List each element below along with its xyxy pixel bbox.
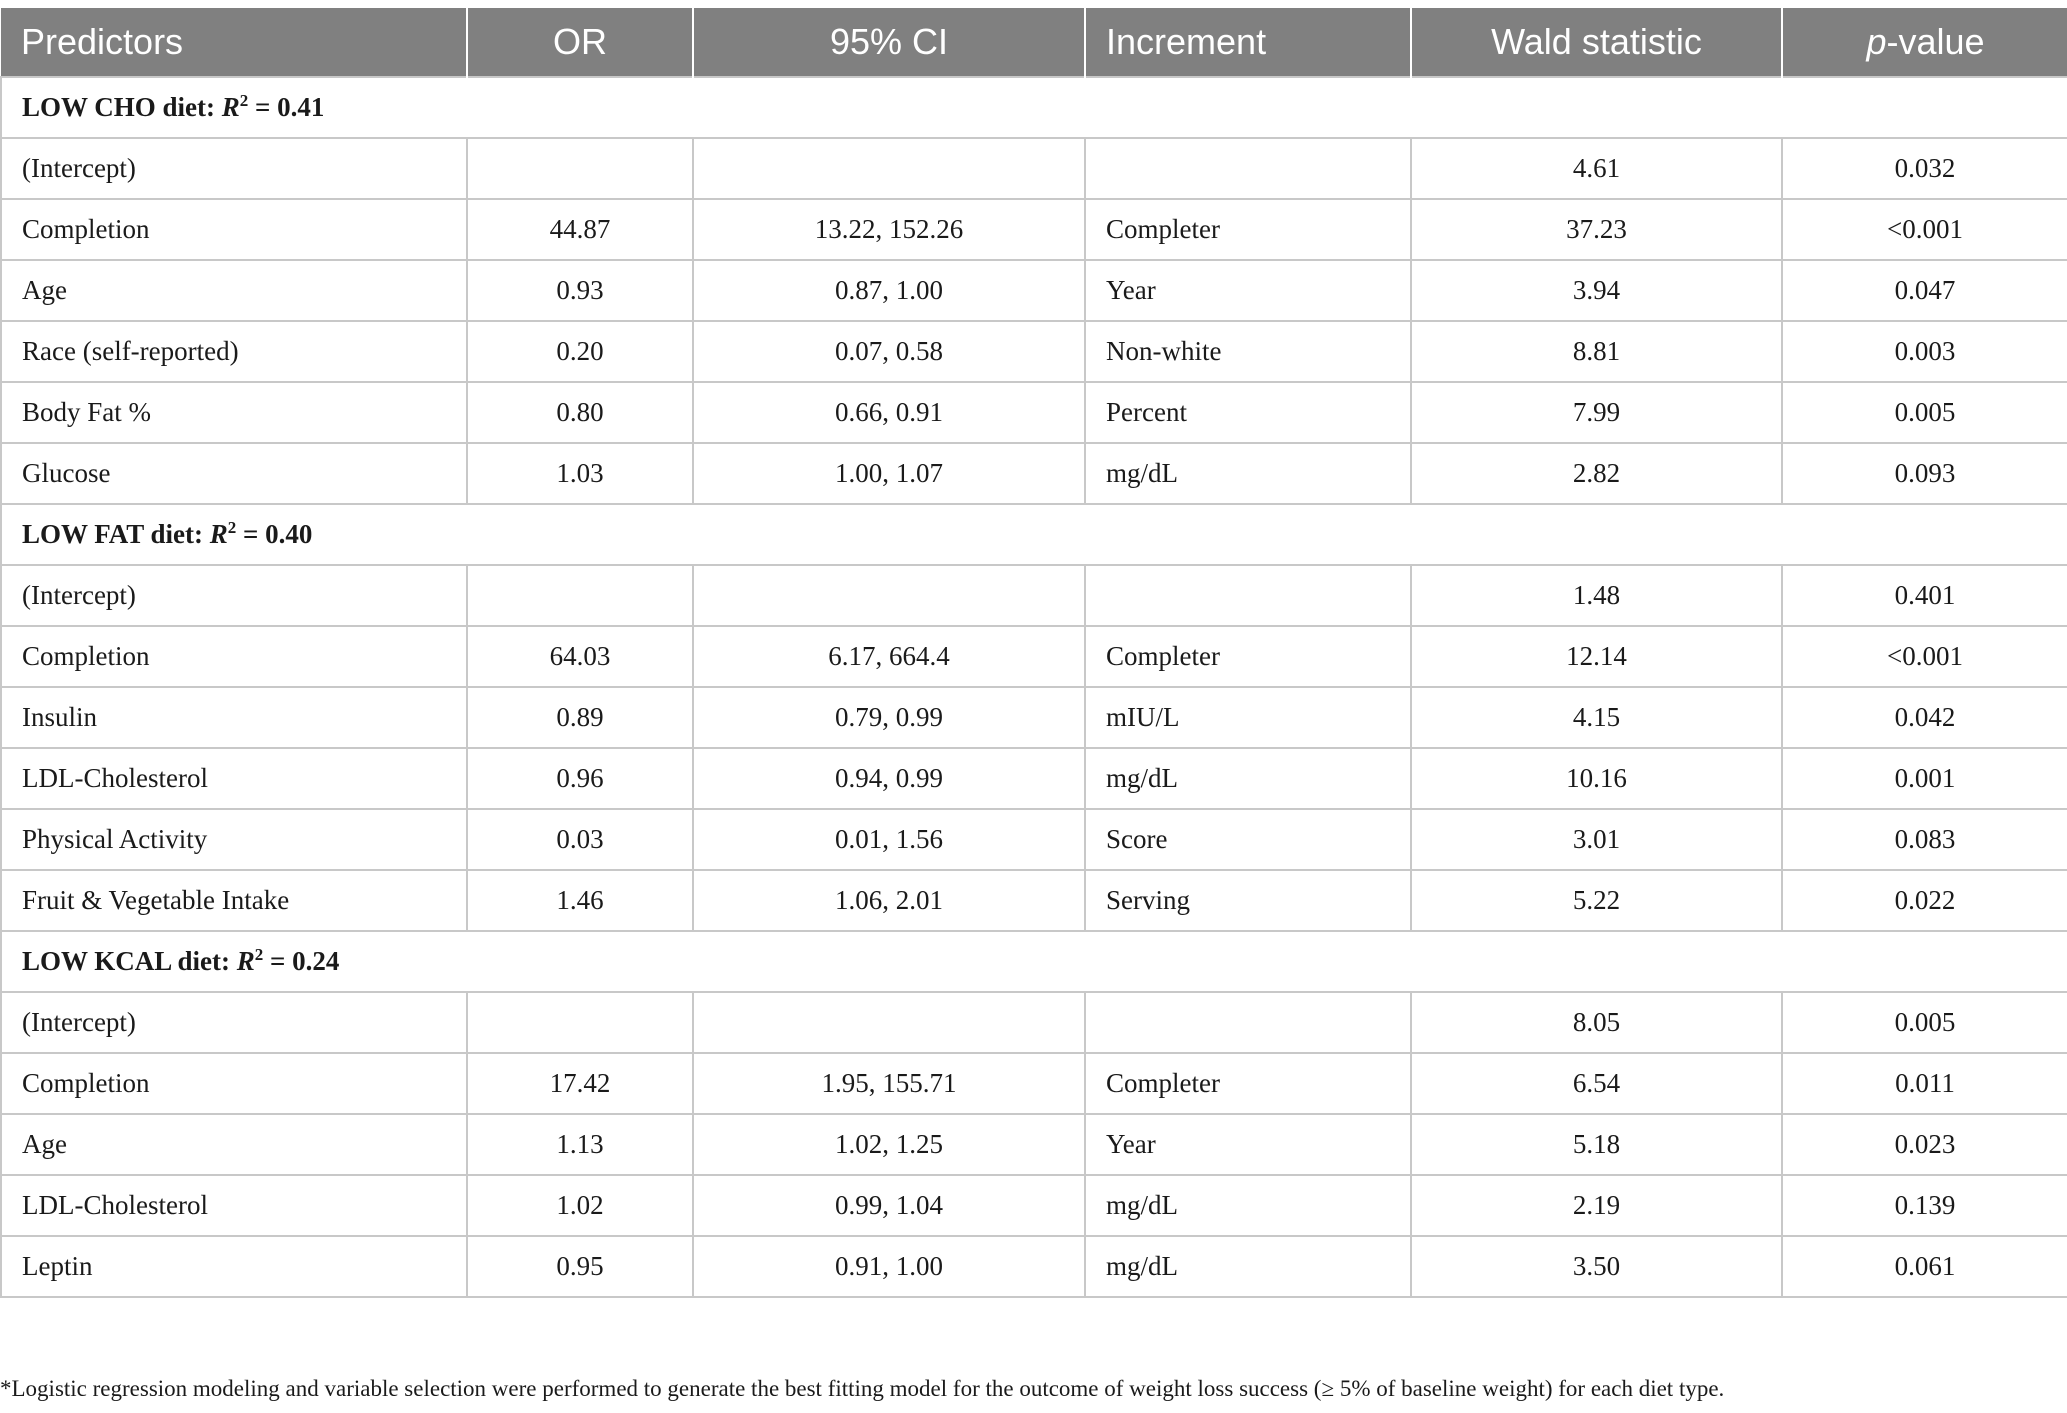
section-r-value: = 0.24 bbox=[263, 946, 340, 976]
cell-predictor: (Intercept) bbox=[1, 138, 467, 199]
table-row bbox=[1, 626, 2067, 687]
cell-pvalue: 0.022 bbox=[1782, 870, 2067, 931]
cell-ci: 6.17, 664.4 bbox=[693, 626, 1085, 687]
cell-pvalue: <0.001 bbox=[1782, 199, 2067, 260]
cell-predictor: Completion bbox=[1, 626, 467, 687]
cell-ci: 0.99, 1.04 bbox=[693, 1175, 1085, 1236]
cell-predictor: Completion bbox=[1, 1053, 467, 1114]
cell-pvalue: 0.011 bbox=[1782, 1053, 2067, 1114]
section-r-value: = 0.41 bbox=[248, 92, 325, 122]
table-body bbox=[1, 77, 2067, 1297]
cell-increment: mg/dL bbox=[1085, 1236, 1411, 1297]
cell-predictor: (Intercept) bbox=[1, 992, 467, 1053]
cell-wald: 3.94 bbox=[1411, 260, 1782, 321]
cell-increment: mIU/L bbox=[1085, 687, 1411, 748]
cell-predictor: Fruit & Vegetable Intake bbox=[1, 870, 467, 931]
cell-pvalue: 0.003 bbox=[1782, 321, 2067, 382]
cell-or bbox=[467, 992, 693, 1053]
table-row bbox=[1, 199, 2067, 260]
cell-increment: Serving bbox=[1085, 870, 1411, 931]
table-row bbox=[1, 748, 2067, 809]
cell-ci: 13.22, 152.26 bbox=[693, 199, 1085, 260]
section-r-symbol: R bbox=[236, 946, 255, 976]
header-predictors: Predictors bbox=[1, 8, 467, 77]
cell-ci: 0.91, 1.00 bbox=[693, 1236, 1085, 1297]
cell-pvalue: 0.005 bbox=[1782, 992, 2067, 1053]
cell-or: 0.93 bbox=[467, 260, 693, 321]
cell-pvalue: 0.001 bbox=[1782, 748, 2067, 809]
cell-pvalue: 0.401 bbox=[1782, 565, 2067, 626]
cell-pvalue: 0.005 bbox=[1782, 382, 2067, 443]
header-increment: Increment bbox=[1085, 8, 1411, 77]
cell-or bbox=[467, 138, 693, 199]
cell-increment: mg/dL bbox=[1085, 748, 1411, 809]
section-r-superscript: 2 bbox=[254, 945, 264, 964]
cell-increment: Year bbox=[1085, 260, 1411, 321]
cell-increment: Completer bbox=[1085, 199, 1411, 260]
cell-ci bbox=[693, 565, 1085, 626]
cell-predictor: (Intercept) bbox=[1, 565, 467, 626]
cell-ci bbox=[693, 992, 1085, 1053]
section-label: LOW FAT diet: bbox=[22, 519, 210, 549]
header-pvalue-rest: -value bbox=[1886, 21, 1985, 62]
table-row bbox=[1, 1236, 2067, 1297]
table-row bbox=[1, 1175, 2067, 1236]
cell-ci: 0.07, 0.58 bbox=[693, 321, 1085, 382]
cell-increment: Non-white bbox=[1085, 321, 1411, 382]
header-or: OR bbox=[467, 8, 693, 77]
cell-predictor: Body Fat % bbox=[1, 382, 467, 443]
table-row bbox=[1, 138, 2067, 199]
cell-ci bbox=[693, 138, 1085, 199]
cell-or: 0.80 bbox=[467, 382, 693, 443]
cell-ci: 0.79, 0.99 bbox=[693, 687, 1085, 748]
table-header-row bbox=[1, 8, 2067, 77]
cell-ci: 0.66, 0.91 bbox=[693, 382, 1085, 443]
table-row bbox=[1, 1114, 2067, 1175]
table-row bbox=[1, 870, 2067, 931]
table-container bbox=[0, 8, 2067, 1298]
regression-table bbox=[0, 8, 2067, 1298]
cell-increment: mg/dL bbox=[1085, 1175, 1411, 1236]
cell-predictor: Race (self-reported) bbox=[1, 321, 467, 382]
table-row bbox=[1, 382, 2067, 443]
section-label: LOW CHO diet: bbox=[22, 92, 222, 122]
cell-predictor: Age bbox=[1, 260, 467, 321]
cell-or: 1.13 bbox=[467, 1114, 693, 1175]
table-row bbox=[1, 992, 2067, 1053]
section-title bbox=[1, 931, 2067, 992]
cell-wald: 8.05 bbox=[1411, 992, 1782, 1053]
cell-pvalue: 0.023 bbox=[1782, 1114, 2067, 1175]
table-row bbox=[1, 260, 2067, 321]
cell-pvalue: 0.032 bbox=[1782, 138, 2067, 199]
cell-wald: 4.61 bbox=[1411, 138, 1782, 199]
cell-pvalue: 0.061 bbox=[1782, 1236, 2067, 1297]
cell-pvalue: <0.001 bbox=[1782, 626, 2067, 687]
cell-increment bbox=[1085, 565, 1411, 626]
cell-wald: 6.54 bbox=[1411, 1053, 1782, 1114]
cell-pvalue: 0.093 bbox=[1782, 443, 2067, 504]
section-header-row bbox=[1, 77, 2067, 138]
cell-or: 0.96 bbox=[467, 748, 693, 809]
section-header-row bbox=[1, 504, 2067, 565]
table-row bbox=[1, 443, 2067, 504]
header-pvalue-p: p bbox=[1866, 21, 1887, 62]
table-row bbox=[1, 565, 2067, 626]
cell-wald: 5.18 bbox=[1411, 1114, 1782, 1175]
table-row bbox=[1, 321, 2067, 382]
cell-increment bbox=[1085, 992, 1411, 1053]
cell-increment: Score bbox=[1085, 809, 1411, 870]
cell-or: 44.87 bbox=[467, 199, 693, 260]
cell-predictor: Age bbox=[1, 1114, 467, 1175]
header-pvalue bbox=[1782, 8, 2067, 77]
table-row bbox=[1, 1053, 2067, 1114]
section-r-symbol: R bbox=[221, 92, 240, 122]
cell-ci: 1.02, 1.25 bbox=[693, 1114, 1085, 1175]
cell-wald: 12.14 bbox=[1411, 626, 1782, 687]
cell-ci: 1.06, 2.01 bbox=[693, 870, 1085, 931]
footnote: *Logistic regression modeling and variable selection were performed to generate the best fitting model for the outcome of weight loss success (≥ 5% of baseline weight) for each diet type. bbox=[0, 1376, 1725, 1401]
table-row bbox=[1, 687, 2067, 748]
cell-wald: 3.01 bbox=[1411, 809, 1782, 870]
cell-or: 17.42 bbox=[467, 1053, 693, 1114]
cell-or: 0.20 bbox=[467, 321, 693, 382]
cell-predictor: LDL-Cholesterol bbox=[1, 1175, 467, 1236]
cell-increment: Completer bbox=[1085, 1053, 1411, 1114]
cell-increment: Percent bbox=[1085, 382, 1411, 443]
cell-increment: mg/dL bbox=[1085, 443, 1411, 504]
cell-or: 0.03 bbox=[467, 809, 693, 870]
cell-predictor: Insulin bbox=[1, 687, 467, 748]
cell-wald: 5.22 bbox=[1411, 870, 1782, 931]
section-label: LOW KCAL diet: bbox=[22, 946, 237, 976]
cell-pvalue: 0.083 bbox=[1782, 809, 2067, 870]
cell-predictor: Physical Activity bbox=[1, 809, 467, 870]
cell-ci: 0.01, 1.56 bbox=[693, 809, 1085, 870]
cell-increment bbox=[1085, 138, 1411, 199]
header-ci: 95% CI bbox=[693, 8, 1085, 77]
section-title bbox=[1, 504, 2067, 565]
cell-pvalue: 0.042 bbox=[1782, 687, 2067, 748]
section-header-row bbox=[1, 931, 2067, 992]
cell-predictor: Completion bbox=[1, 199, 467, 260]
table-row bbox=[1, 809, 2067, 870]
cell-wald: 7.99 bbox=[1411, 382, 1782, 443]
cell-pvalue: 0.047 bbox=[1782, 260, 2067, 321]
cell-or: 0.95 bbox=[467, 1236, 693, 1297]
cell-wald: 2.19 bbox=[1411, 1175, 1782, 1236]
cell-wald: 37.23 bbox=[1411, 199, 1782, 260]
cell-wald: 8.81 bbox=[1411, 321, 1782, 382]
section-r-symbol: R bbox=[209, 519, 228, 549]
cell-wald: 2.82 bbox=[1411, 443, 1782, 504]
cell-increment: Completer bbox=[1085, 626, 1411, 687]
section-title bbox=[1, 77, 2067, 138]
cell-wald: 1.48 bbox=[1411, 565, 1782, 626]
cell-or: 64.03 bbox=[467, 626, 693, 687]
cell-increment: Year bbox=[1085, 1114, 1411, 1175]
cell-ci: 1.95, 155.71 bbox=[693, 1053, 1085, 1114]
cell-wald: 3.50 bbox=[1411, 1236, 1782, 1297]
cell-ci: 0.87, 1.00 bbox=[693, 260, 1085, 321]
cell-ci: 1.00, 1.07 bbox=[693, 443, 1085, 504]
cell-ci: 0.94, 0.99 bbox=[693, 748, 1085, 809]
cell-pvalue: 0.139 bbox=[1782, 1175, 2067, 1236]
cell-predictor: Leptin bbox=[1, 1236, 467, 1297]
section-r-superscript: 2 bbox=[227, 518, 237, 537]
cell-predictor: LDL-Cholesterol bbox=[1, 748, 467, 809]
section-r-superscript: 2 bbox=[239, 91, 249, 110]
cell-or: 1.46 bbox=[467, 870, 693, 931]
cell-wald: 10.16 bbox=[1411, 748, 1782, 809]
cell-or: 1.02 bbox=[467, 1175, 693, 1236]
cell-wald: 4.15 bbox=[1411, 687, 1782, 748]
cell-or: 0.89 bbox=[467, 687, 693, 748]
section-r-value: = 0.40 bbox=[236, 519, 313, 549]
cell-or bbox=[467, 565, 693, 626]
cell-or: 1.03 bbox=[467, 443, 693, 504]
cell-predictor: Glucose bbox=[1, 443, 467, 504]
header-wald: Wald statistic bbox=[1411, 8, 1782, 77]
